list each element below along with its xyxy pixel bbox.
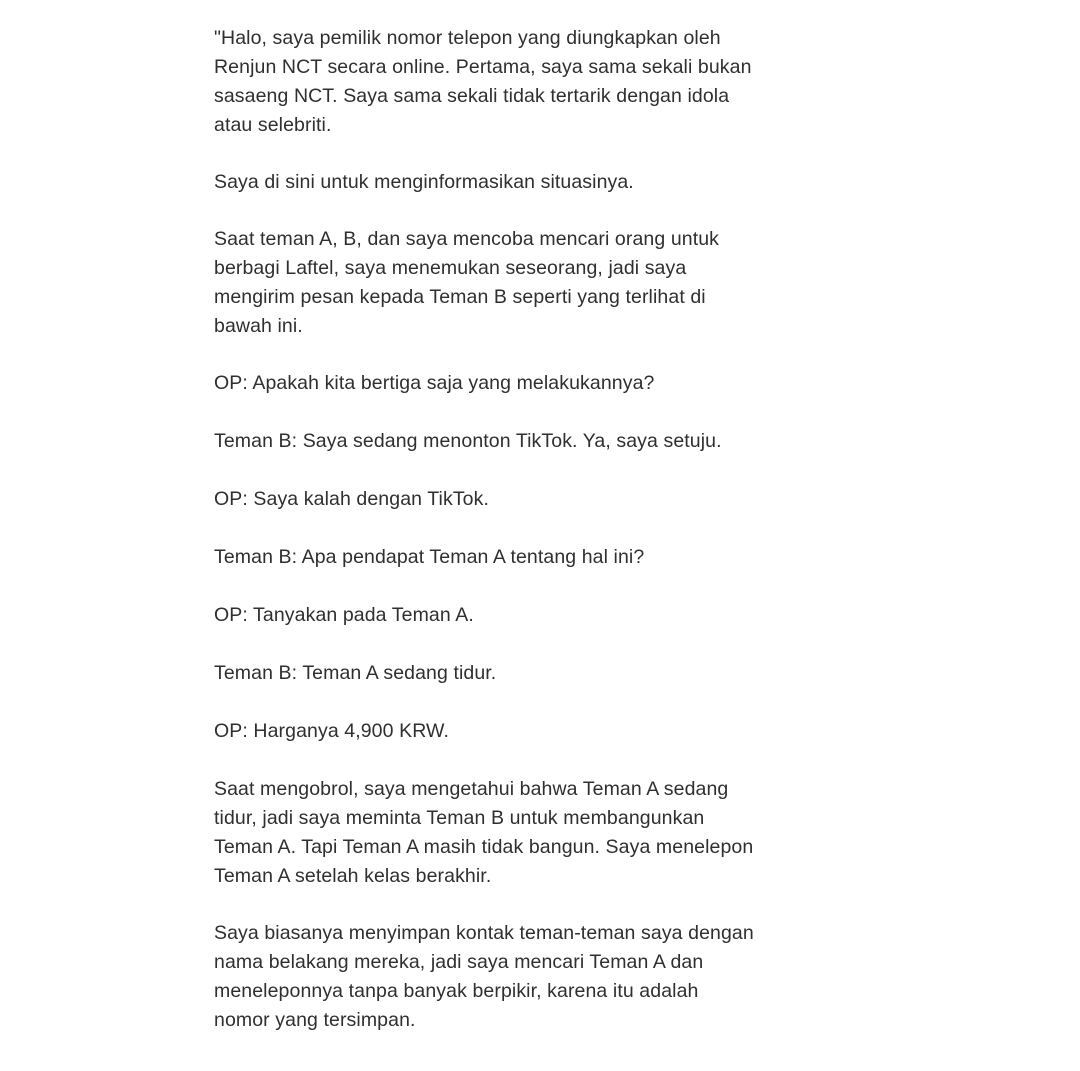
chat-line-op-4: OP: Harganya 4,900 KRW. bbox=[214, 720, 449, 742]
document-body bbox=[214, 24, 874, 1063]
chat-line-friend-b-2: Teman B: Apa pendapat Teman A tentang hal ini? bbox=[214, 546, 645, 568]
paragraph-purpose: Saya di sini untuk menginformasikan situasinya. bbox=[214, 171, 634, 193]
paragraph-intro: "Halo, saya pemilik nomor telepon yang diungkapkan oleh Renjun NCT secara online. Pertama, saya sama sekali bukan sasaeng NCT. Saya sama sekali tidak tertarik dengan idola atau selebriti. bbox=[214, 27, 752, 136]
chat-line-op-2: OP: Saya kalah dengan TikTok. bbox=[214, 488, 489, 510]
chat-line-op-1: OP: Apakah kita bertiga saja yang melakukannya? bbox=[214, 372, 655, 394]
chat-line-friend-b-1: Teman B: Saya sedang menonton TikTok. Ya, saya setuju. bbox=[214, 430, 722, 452]
paragraph-context: Saat teman A, B, dan saya mencoba mencari orang untuk berbagi Laftel, saya menemukan seseorang, jadi saya mengirim pesan kepada Teman B seperti yang terlihat di bawah ini. bbox=[214, 228, 720, 337]
paragraph-call: Saat mengobrol, saya mengetahui bahwa Teman A sedang tidur, jadi saya meminta Teman B untuk membangunkan Teman A. Tapi Teman A masih tidak bangun. Saya menelepon Teman A setelah kelas berakhir. bbox=[214, 778, 754, 887]
chat-line-op-3: OP: Tanyakan pada Teman A. bbox=[214, 604, 474, 626]
chat-line-friend-b-3: Teman B: Teman A sedang tidur. bbox=[214, 662, 497, 684]
paragraph-contacts: Saya biasanya menyimpan kontak teman-teman saya dengan nama belakang mereka, jadi saya mencari Teman A dan meneleponnya tanpa banyak berpikir, karena itu adalah nomor yang tersimpan. bbox=[214, 922, 754, 1031]
